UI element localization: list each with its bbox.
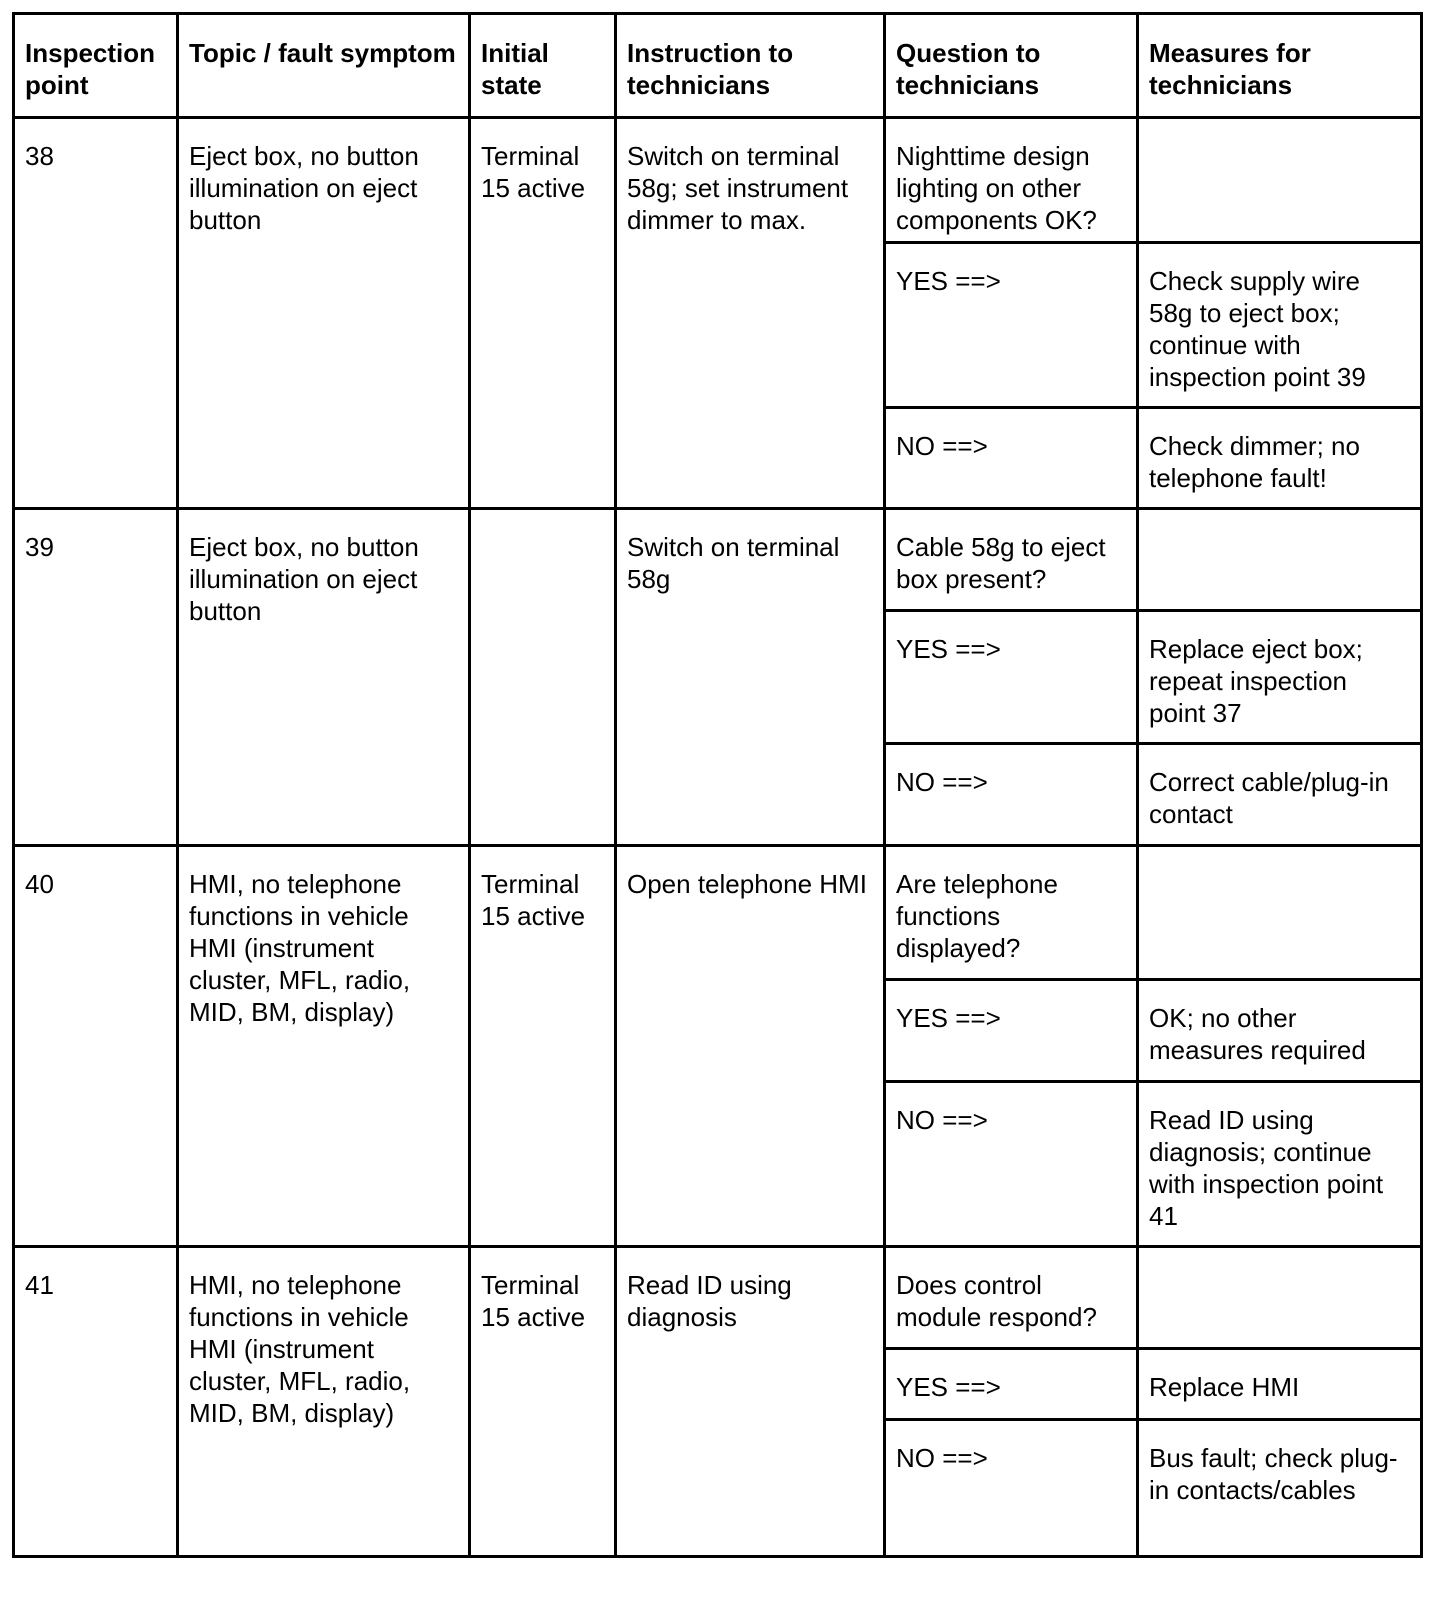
measure-cell-empty <box>1138 509 1422 611</box>
measure-cell-empty <box>1138 1247 1422 1349</box>
header-question: Question to technicians <box>885 14 1138 118</box>
header-instruction: Instruction to technicians <box>616 14 885 118</box>
inspection-point-cell: 38 <box>14 118 178 509</box>
no-measure-cell: Bus fault; check plug-in contacts/cables <box>1138 1420 1422 1557</box>
yes-label-cell: YES ==> <box>885 1349 1138 1420</box>
inspection-point-cell: 39 <box>14 509 178 846</box>
instruction-cell: Switch on terminal 58g; set instrument dimmer to max. <box>616 118 885 509</box>
header-row <box>14 14 1422 118</box>
yes-measure-cell: OK; no other measures required <box>1138 980 1422 1082</box>
measure-cell-empty <box>1138 118 1422 243</box>
instruction-cell: Switch on terminal 58g <box>616 509 885 846</box>
initial-state-cell: Terminal 15 active <box>470 1247 616 1557</box>
instruction-cell: Open telephone HMI <box>616 846 885 1247</box>
yes-measure-cell: Check supply wire 58g to eject box; continue with inspection point 39 <box>1138 243 1422 408</box>
table-row <box>14 118 1422 243</box>
yes-label-cell: YES ==> <box>885 243 1138 408</box>
no-label-cell: NO ==> <box>885 1420 1138 1557</box>
yes-label-cell: YES ==> <box>885 980 1138 1082</box>
no-measure-cell: Correct cable/plug-in contact <box>1138 744 1422 846</box>
table-row <box>14 509 1422 611</box>
no-label-cell: NO ==> <box>885 408 1138 509</box>
yes-measure-cell: Replace eject box; repeat inspection point 37 <box>1138 611 1422 744</box>
instruction-cell: Read ID using diagnosis <box>616 1247 885 1557</box>
table-row <box>14 846 1422 980</box>
no-label-cell: NO ==> <box>885 744 1138 846</box>
initial-state-cell <box>470 509 616 846</box>
no-measure-cell: Check dimmer; no telephone fault! <box>1138 408 1422 509</box>
header-initial-state: Initial state <box>470 14 616 118</box>
yes-label-cell: YES ==> <box>885 611 1138 744</box>
measure-cell-empty <box>1138 846 1422 980</box>
topic-cell: Eject box, no button illumination on eject button <box>178 509 470 846</box>
header-measures: Measures for technicians <box>1138 14 1422 118</box>
question-cell: Cable 58g to eject box present? <box>885 509 1138 611</box>
table-row <box>14 1247 1422 1349</box>
no-measure-cell: Read ID using diagnosis; continue with inspection point 41 <box>1138 1082 1422 1247</box>
header-topic: Topic / fault symptom <box>178 14 470 118</box>
topic-cell: Eject box, no button illumination on eject button <box>178 118 470 509</box>
topic-cell: HMI, no telephone functions in vehicle HMI (instrument cluster, MFL, radio, MID, BM, display) <box>178 1247 470 1557</box>
diagnosis-table <box>12 12 1423 1558</box>
no-label-cell: NO ==> <box>885 1082 1138 1247</box>
topic-cell: HMI, no telephone functions in vehicle HMI (instrument cluster, MFL, radio, MID, BM, display) <box>178 846 470 1247</box>
question-cell: Nighttime design lighting on other components OK? <box>885 118 1138 243</box>
question-cell: Are telephone functions displayed? <box>885 846 1138 980</box>
initial-state-cell: Terminal 15 active <box>470 846 616 1247</box>
inspection-point-cell: 40 <box>14 846 178 1247</box>
yes-measure-cell: Replace HMI <box>1138 1349 1422 1420</box>
initial-state-cell: Terminal 15 active <box>470 118 616 509</box>
inspection-point-cell: 41 <box>14 1247 178 1557</box>
header-inspection-point: Inspection point <box>14 14 178 118</box>
question-cell: Does control module respond? <box>885 1247 1138 1349</box>
